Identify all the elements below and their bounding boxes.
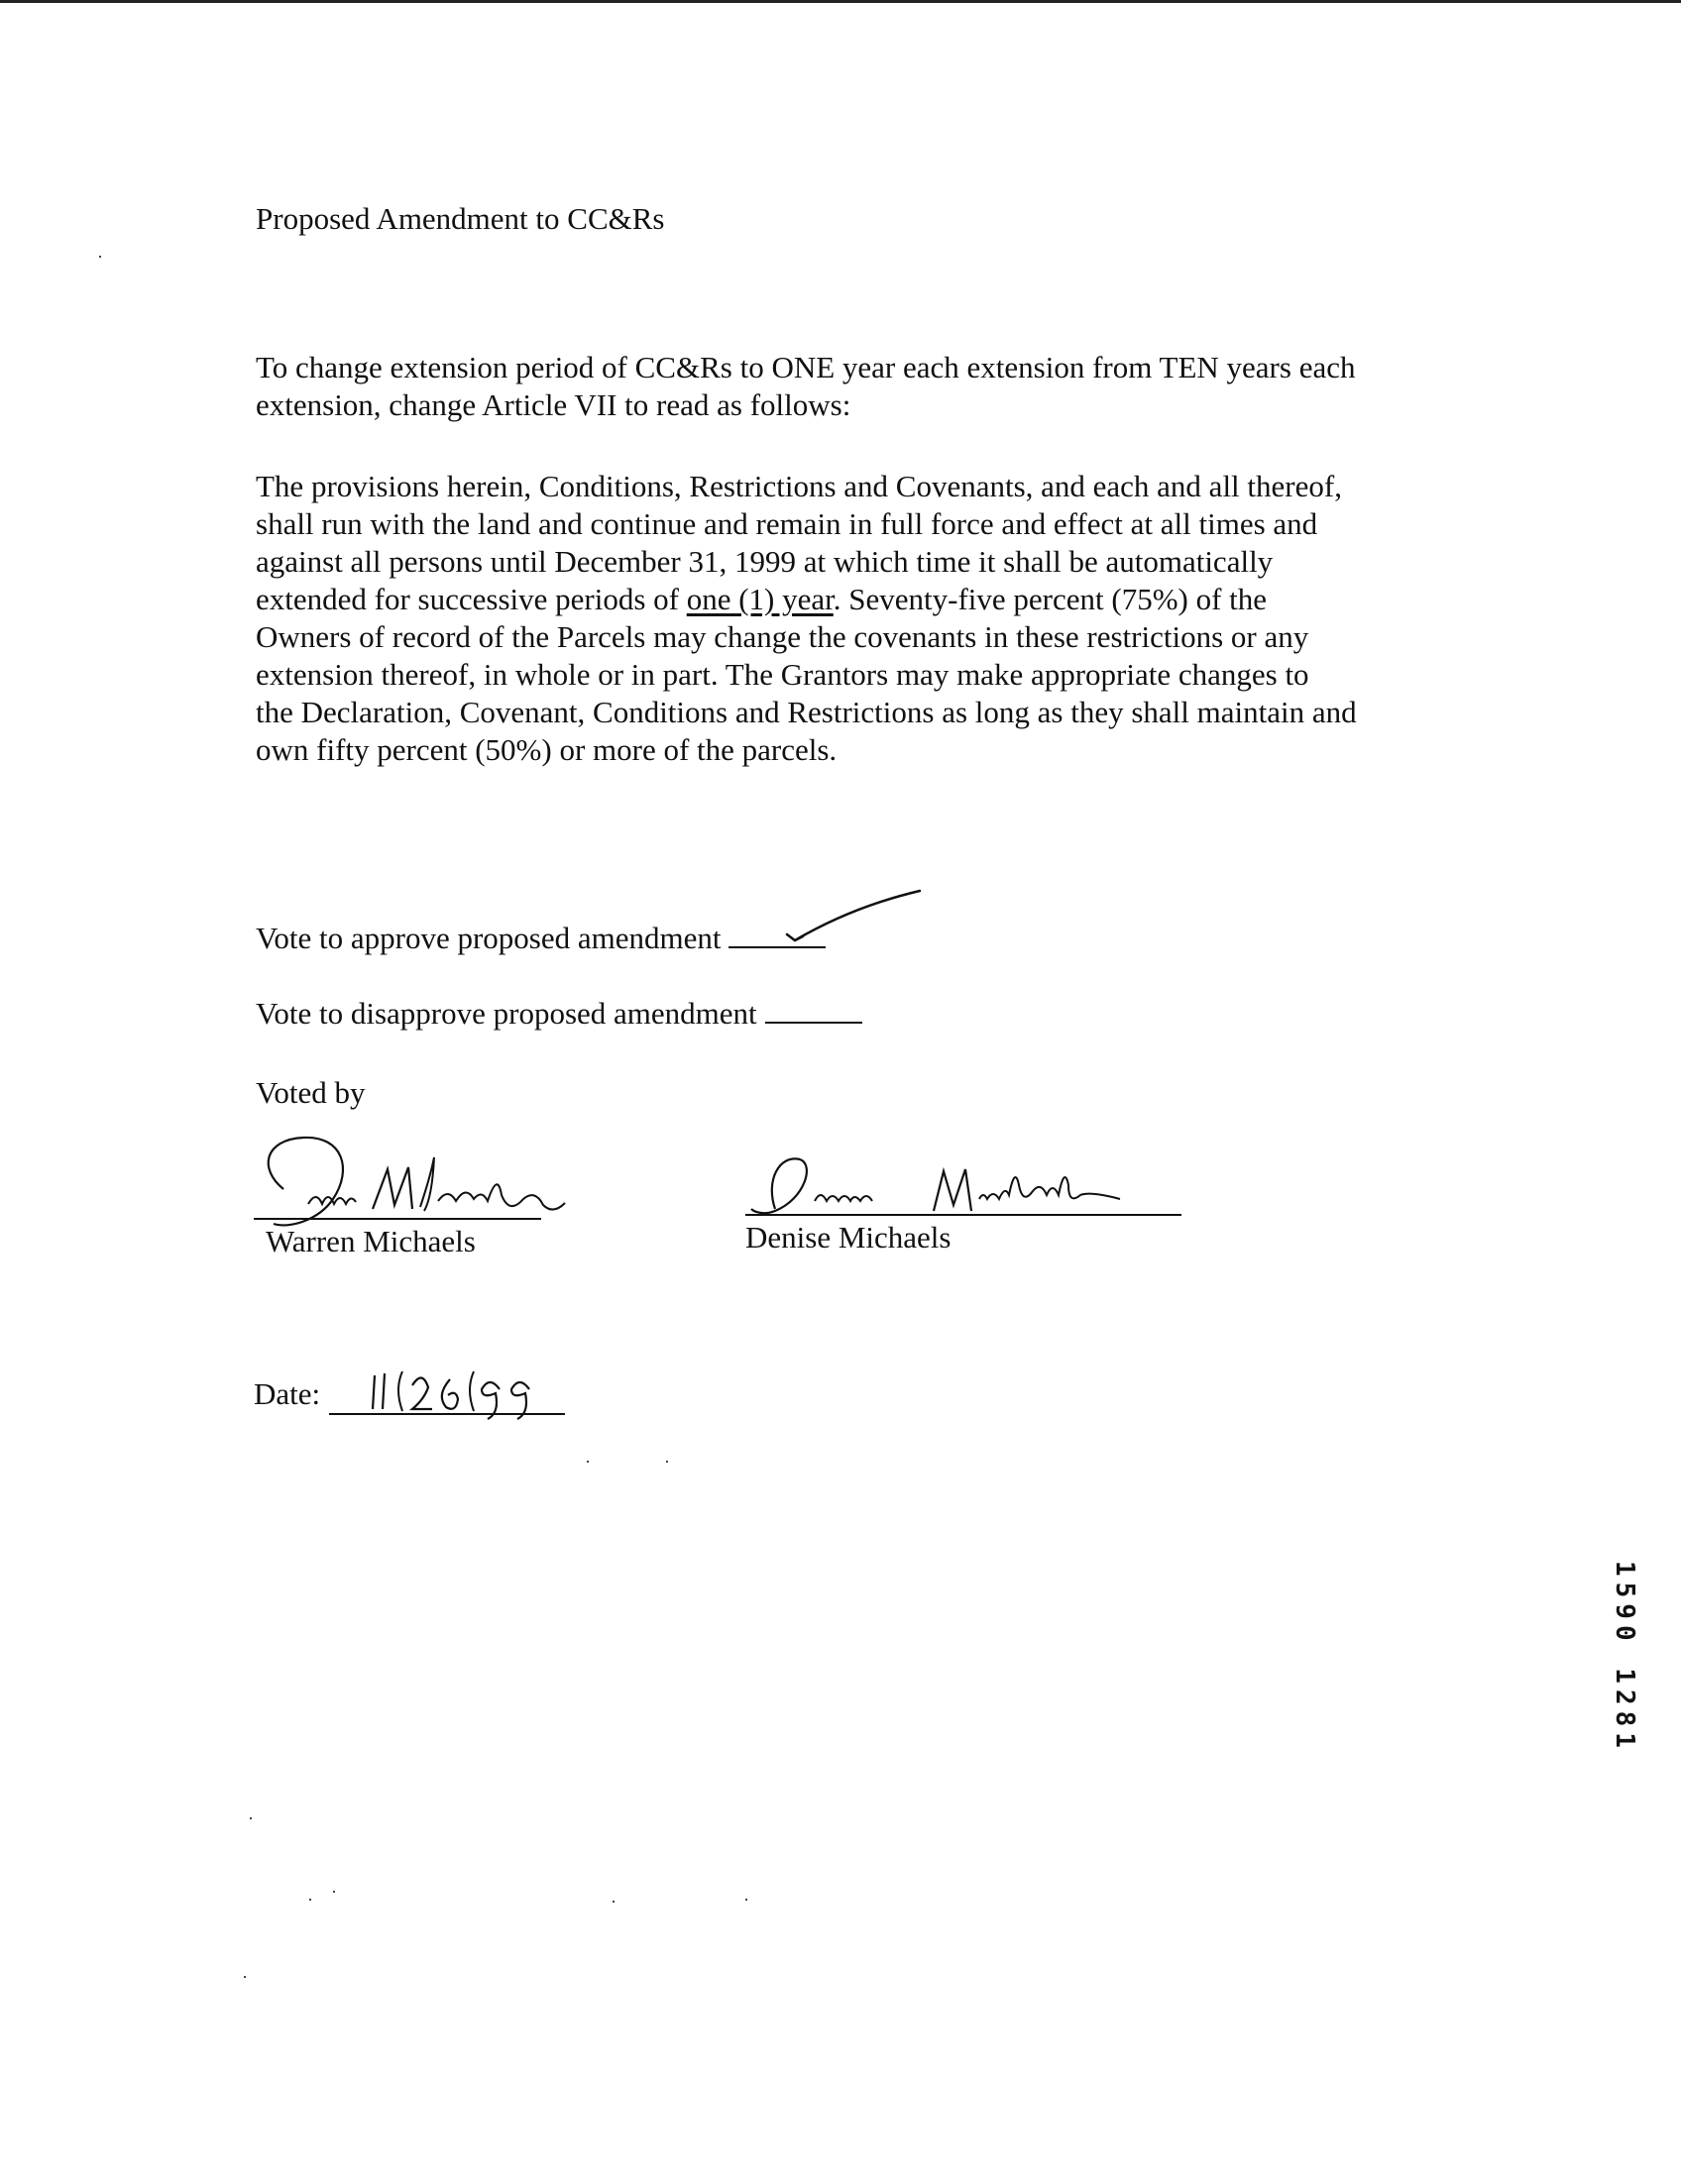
scan-top-edge [0, 0, 1681, 3]
scan-speck [333, 1891, 335, 1893]
provisions-line-1: The provisions herein, Conditions, Restrictions and Covenants, and each and all thereof, [256, 469, 1342, 503]
scan-speck [244, 1976, 246, 1978]
checkmark-icon [783, 887, 932, 946]
extension-period-underlined: one (1) year [686, 582, 834, 616]
vote-disapprove-row [256, 995, 862, 1033]
provisions-line-2: shall run with the land and continue and remain in full force and effect at all times and [256, 506, 1318, 541]
provisions-paragraph [256, 468, 1357, 769]
provisions-line-4-end: . Seventy-five percent (75%) of the [833, 582, 1268, 616]
vote-approve-label: Vote to approve proposed amendment [256, 921, 722, 955]
signer-name-warren: Warren Michaels [266, 1224, 476, 1258]
vote-approve-row [256, 920, 826, 957]
document-title: Proposed Amendment to CC&Rs [256, 201, 665, 236]
scan-speck [250, 1817, 252, 1819]
provisions-line-8: own fifty percent (50%) or more of the parcels. [256, 732, 838, 767]
provisions-line-3: against all persons until December 31, 1999 at which time it shall be automatically [256, 544, 1274, 579]
signature-block-denise [745, 1140, 1191, 1268]
provisions-line-6: extension thereof, in whole or in part. The Grantors may make appropriate changes to [256, 657, 1309, 692]
scan-speck [613, 1901, 615, 1903]
provisions-line-4-start: extended for successive periods of [256, 582, 687, 616]
provisions-line-7: the Declaration, Covenant, Conditions and Restrictions as long as they shall maintain and [256, 695, 1357, 729]
voted-by-label: Voted by [256, 1075, 366, 1110]
scan-speck [99, 256, 101, 258]
handwritten-signature-denise [745, 1140, 1191, 1229]
handwritten-date [369, 1365, 577, 1421]
intro-paragraph [256, 349, 1355, 424]
signer-name-denise: Denise Michaels [745, 1220, 952, 1255]
vote-disapprove-label: Vote to disapprove proposed amendment [256, 996, 757, 1031]
provisions-line-4 [256, 581, 1357, 618]
document-stamp-number [1606, 1561, 1645, 1927]
provisions-line-5: Owners of record of the Parcels may change the covenants in these restrictions or any [256, 619, 1309, 654]
vote-disapprove-blank[interactable] [765, 996, 862, 1024]
scan-speck [587, 1461, 589, 1463]
scan-speck [745, 1899, 747, 1901]
signature-block-warren [254, 1130, 650, 1268]
intro-line-1: To change extension period of CC&Rs to ONE year each extension from TEN years each [256, 350, 1356, 384]
intro-line-2: extension, change Article VII to read as follows: [256, 387, 851, 422]
scan-speck [309, 1899, 311, 1901]
scan-speck [666, 1461, 668, 1463]
date-label: Date: [254, 1376, 321, 1411]
stamp-text: 1590 1281 [1610, 1561, 1639, 1754]
